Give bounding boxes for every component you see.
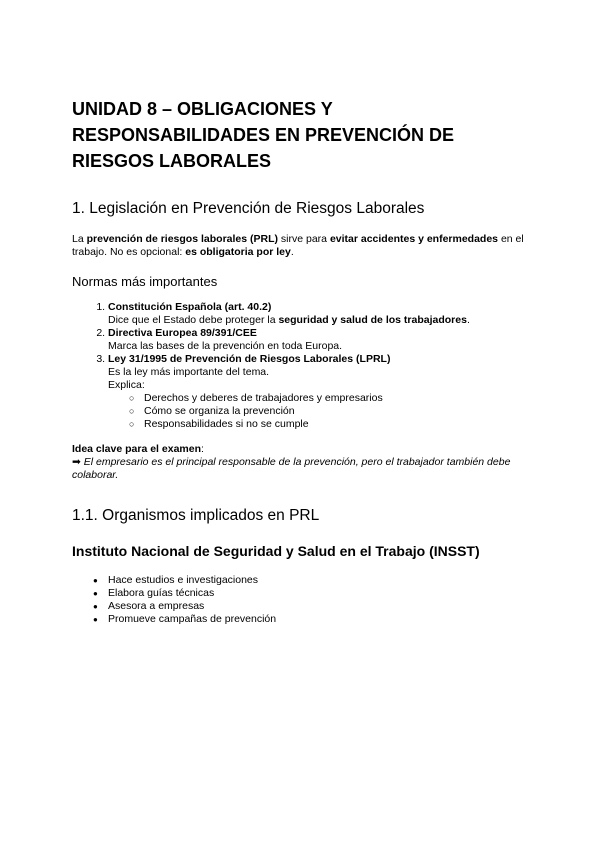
norma-desc: Es la ley más importante del tema.: [108, 366, 270, 378]
explica-list: [108, 392, 532, 431]
intro-paragraph: [72, 233, 532, 259]
norma-title: Constitución Española (art. 40.2): [108, 301, 272, 313]
document-title: UNIDAD 8 – OBLIGACIONES Y RESPONSABILIDADES EN PREVENCIÓN DE RIESGOS LABORALES: [72, 99, 455, 171]
insst-heading: Instituto Nacional de Seguridad y Salud en el Trabajo (INSST): [72, 543, 480, 559]
norma-title: Directiva Europea 89/391/CEE: [108, 327, 257, 339]
section-1-1-heading: 1.1. Organismos implicados en PRL: [72, 507, 320, 524]
intro-bold-ley: es obligatoria por ley: [185, 246, 291, 258]
norma-desc-end: .: [466, 314, 470, 326]
norma-title: Ley 31/1995 de Prevención de Riesgos Laborales (LPRL): [108, 353, 391, 365]
idea-title-line: [72, 443, 532, 456]
intro-bold-prl: prevención de riesgos laborales (PRL): [86, 233, 278, 245]
norma-desc: Marca las bases de la prevención en toda Europa.: [108, 340, 343, 352]
norma-item: [108, 327, 532, 353]
norma-desc-text: Dice que el Estado debe proteger la: [108, 314, 279, 326]
arrow-right-icon: ➡: [72, 456, 81, 468]
section-1-heading: 1. Legislación en Prevención de Riesgos Laborales: [72, 200, 425, 217]
normas-list: [72, 301, 532, 431]
idea-title: Idea clave para el examen: [72, 443, 201, 455]
norma-explica: Explica:: [108, 379, 145, 391]
list-item: ● Asesora a empresas: [108, 600, 532, 613]
list-item: ○ Cómo se organiza la prevención: [144, 405, 532, 418]
list-item: ○ Responsabilidades si no se cumple: [144, 418, 532, 431]
idea-clave-block: [72, 443, 532, 482]
idea-colon: :: [201, 443, 204, 455]
document-page: [72, 96, 532, 626]
intro-text-3: en el trabajo. No es opcional:: [72, 233, 524, 258]
norma-item: [108, 353, 532, 431]
idea-text: El empresario es el principal responsable de la prevención, pero el trabajador también debe colaborar.: [72, 456, 511, 481]
list-item: ○ Derechos y deberes de trabajadores y empresarios: [144, 392, 532, 405]
list-item: ● Promueve campañas de prevención: [108, 613, 532, 626]
intro-text-4: .: [290, 246, 294, 258]
norma-desc: [108, 314, 532, 327]
norma-desc-bold: seguridad y salud de los trabajadores: [278, 314, 467, 326]
norma-item: [108, 301, 532, 327]
idea-text-line: [72, 456, 532, 482]
intro-bold-evitar: evitar accidentes y enfermedades: [329, 233, 499, 245]
insst-list: [72, 574, 532, 626]
list-item: ● Hace estudios e investigaciones: [108, 574, 532, 587]
normas-heading: Normas más importantes: [72, 274, 218, 289]
intro-text-1: La: [72, 233, 87, 245]
intro-text-2: sirve para: [278, 233, 330, 245]
list-item: ● Elabora guías técnicas: [108, 587, 532, 600]
